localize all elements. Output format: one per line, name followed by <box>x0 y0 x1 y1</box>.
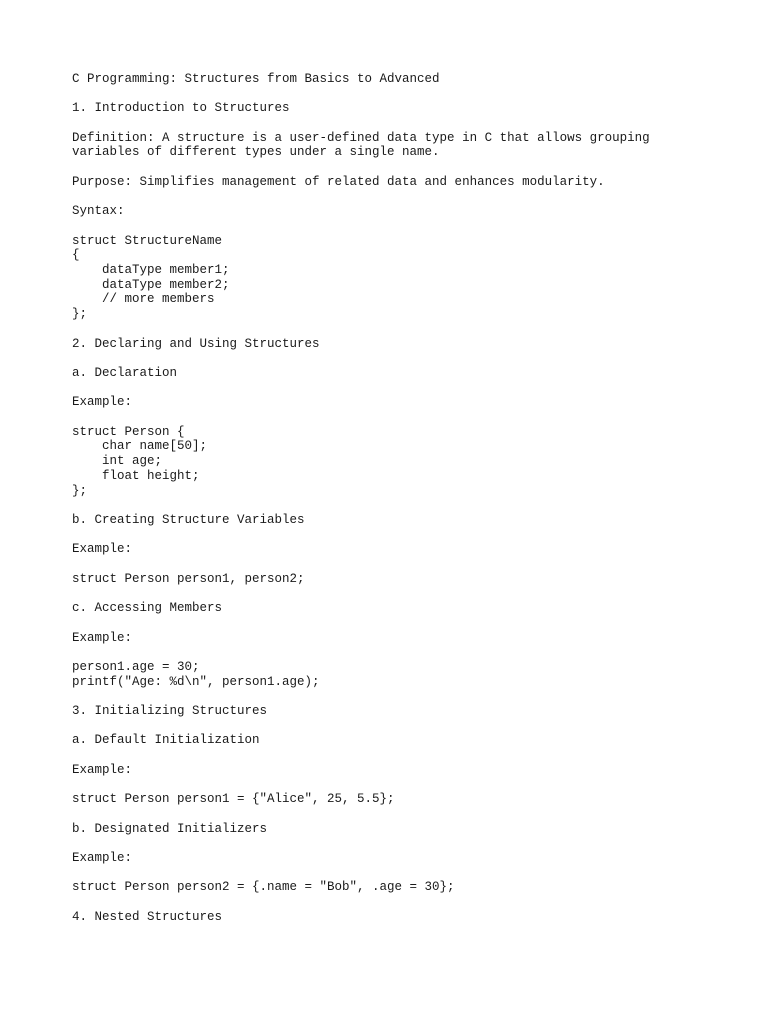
blank-line <box>72 322 712 337</box>
subsection-heading: a. Declaration <box>72 365 178 380</box>
label-line: Example: <box>72 630 133 645</box>
document-page <box>72 72 712 924</box>
section-heading: 1. Introduction to Structures <box>72 101 290 116</box>
document-title: C Programming: Structures from Basics to Advanced <box>72 72 440 86</box>
subsection-heading: b. Designated Initializers <box>72 821 268 836</box>
code-line: struct Person person1, person2; <box>72 571 305 586</box>
subsection-heading: b. Creating Structure Variables <box>72 512 305 527</box>
code-line: // more members <box>72 292 215 307</box>
code-line: dataType member1; <box>72 263 230 278</box>
code-line: struct Person person2 = {.name = "Bob", .age = 30}; <box>72 880 455 895</box>
subsection-heading: a. Default Initialization <box>72 733 260 748</box>
blank-line <box>72 160 712 175</box>
blank-line <box>72 557 712 572</box>
blank-line <box>72 616 712 631</box>
blank-line <box>72 87 712 102</box>
blank-line <box>72 219 712 234</box>
blank-line <box>72 645 712 660</box>
blank-line <box>72 410 712 425</box>
blank-line <box>72 689 712 704</box>
label-line: Example: <box>72 762 133 777</box>
blank-line <box>72 190 712 205</box>
paragraph-line: Definition: A structure is a user-defined data type in C that allows grouping <box>72 130 650 145</box>
section-heading: 2. Declaring and Using Structures <box>72 336 320 351</box>
blank-line <box>72 866 712 881</box>
code-line: printf("Age: %d\n", person1.age); <box>72 674 320 689</box>
code-line: int age; <box>72 454 163 469</box>
code-line: struct Person { <box>72 424 185 439</box>
section-heading: 3. Initializing Structures <box>72 703 268 718</box>
paragraph-line: variables of different types under a single name. <box>72 145 440 160</box>
blank-line <box>72 116 712 131</box>
blank-line <box>72 381 712 396</box>
label-line: Example: <box>72 395 133 410</box>
label-line: Syntax: <box>72 204 125 219</box>
blank-line <box>72 719 712 734</box>
blank-line <box>72 586 712 601</box>
blank-line <box>72 807 712 822</box>
code-line: float height; <box>72 468 200 483</box>
blank-line <box>72 528 712 543</box>
label-line: Example: <box>72 850 133 865</box>
code-line: char name[50]; <box>72 439 208 454</box>
code-line: struct Person person1 = {"Alice", 25, 5.5}; <box>72 792 395 807</box>
blank-line <box>72 748 712 763</box>
blank-line <box>72 498 712 513</box>
code-line: dataType member2; <box>72 277 230 292</box>
subsection-heading: c. Accessing Members <box>72 601 223 616</box>
blank-line <box>72 351 712 366</box>
code-line: }; <box>72 307 88 322</box>
paragraph-line: Purpose: Simplifies management of related data and enhances modularity. <box>72 174 605 189</box>
label-line: Example: <box>72 542 133 557</box>
section-heading: 4. Nested Structures <box>72 909 223 924</box>
code-line: { <box>72 248 80 263</box>
blank-line <box>72 836 712 851</box>
code-line: struct StructureName <box>72 233 223 248</box>
code-line: person1.age = 30; <box>72 659 200 674</box>
blank-line <box>72 895 712 910</box>
blank-line <box>72 777 712 792</box>
code-line: }; <box>72 483 88 498</box>
